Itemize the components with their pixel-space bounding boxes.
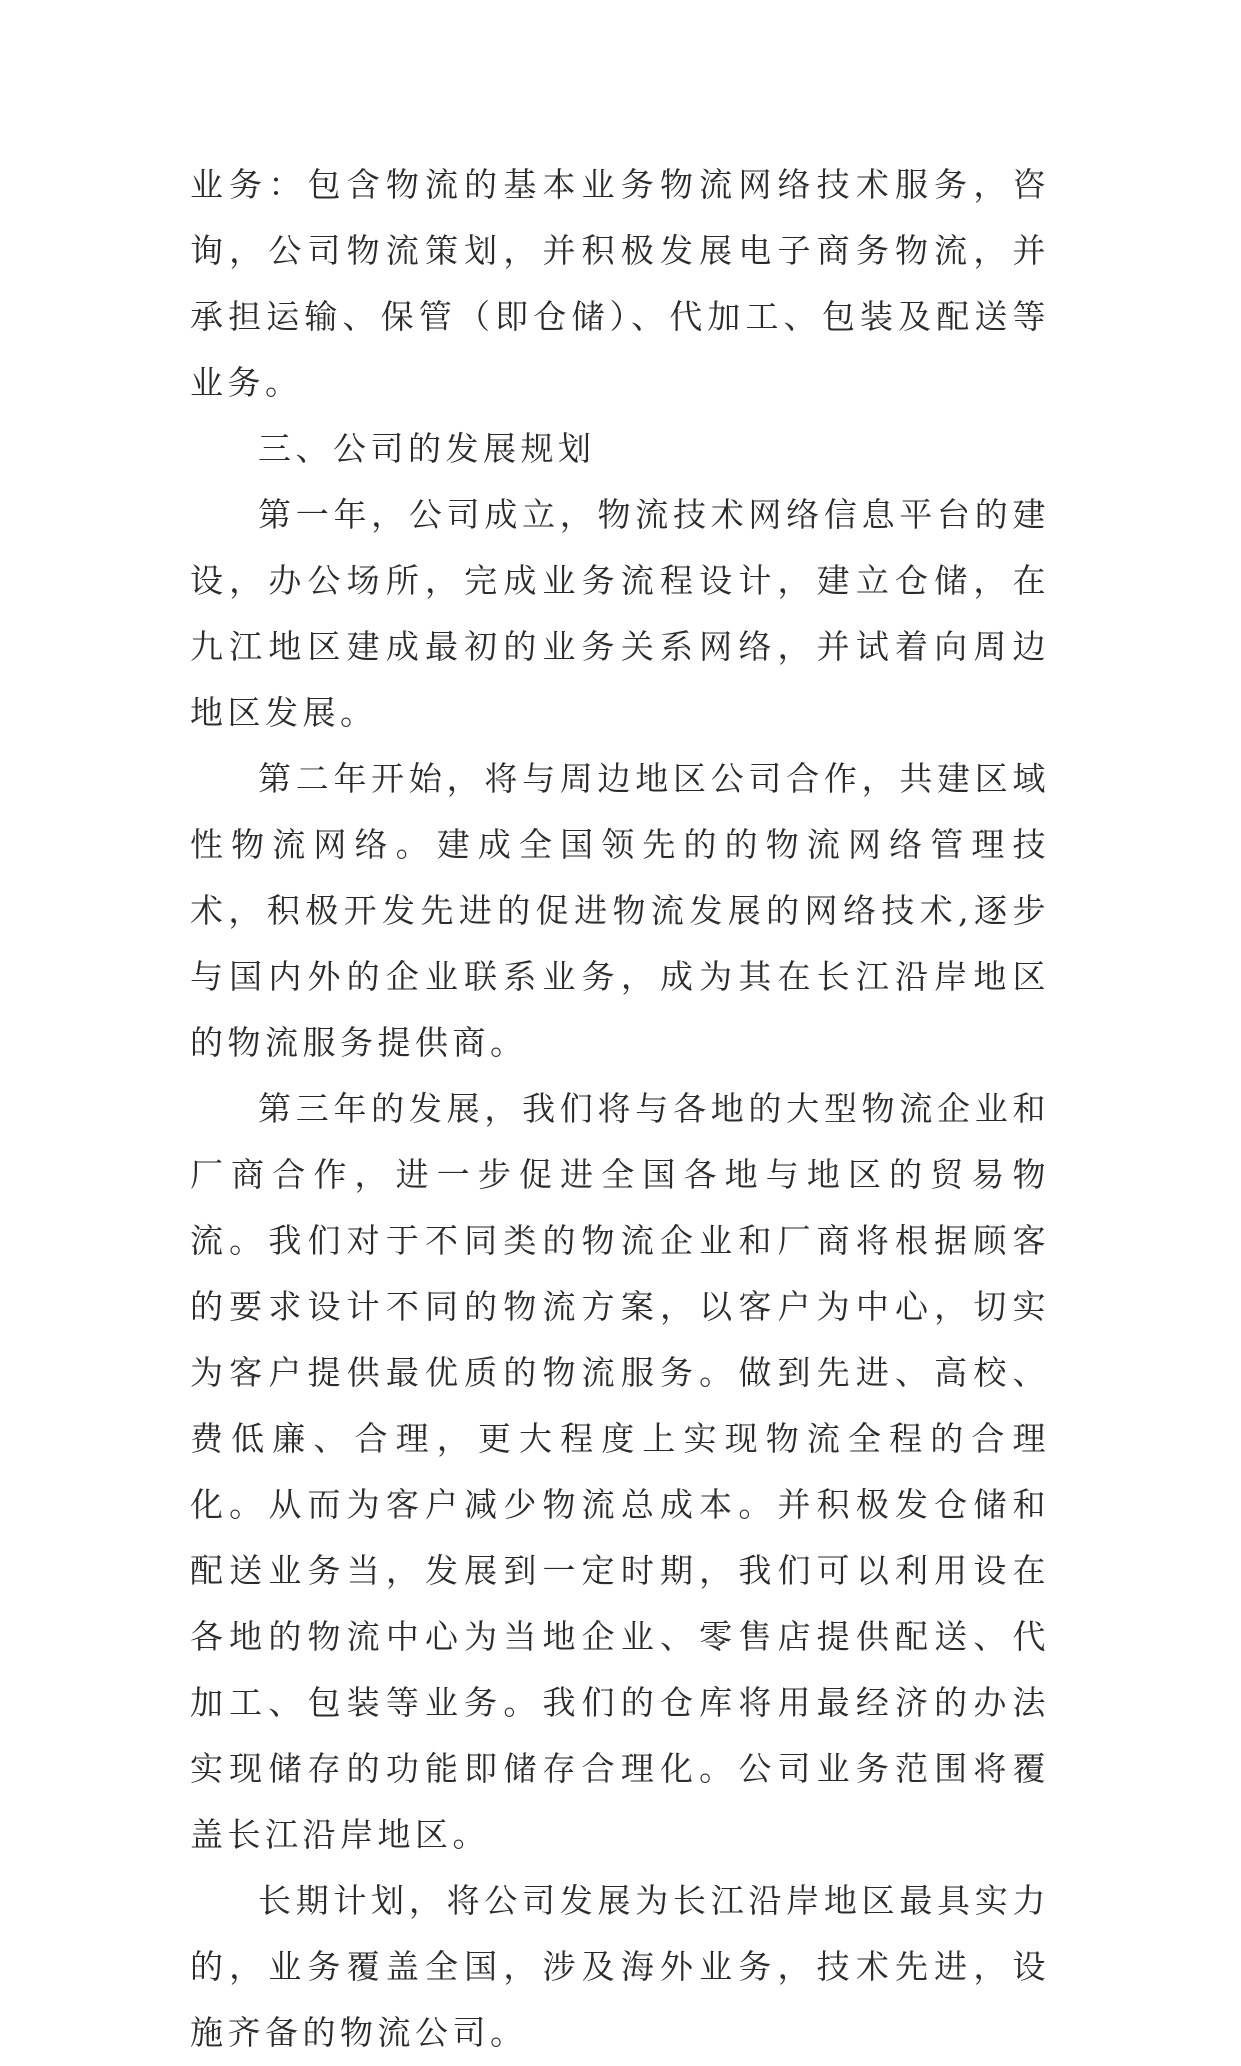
- paragraph-second-year: 第二年开始，将与周边地区公司合作，共建区域性物流网络。建成全国领先的的物流网络管理技术，积极开发先进的促进物流发展的网络技术,逐步与国内外的企业联系业务，成为其在长江沿岸地区的物流服务提供商。: [190, 759, 1050, 1062]
- document-body: [190, 152, 1050, 2066]
- paragraph-long-term-plan: 长期计划，将公司发展为长江沿岸地区最具实力的，业务覆盖全国，涉及海外业务，技术先进，设施齐备的物流公司。: [190, 1881, 1050, 2052]
- paragraph-first-year: 第一年，公司成立，物流技术网络信息平台的建设，办公场所，完成业务流程设计，建立仓储，在九江地区建成最初的业务关系网络，并试着向周边地区发展。: [190, 495, 1050, 732]
- section-heading-development-plan: 三、公司的发展规划: [258, 429, 596, 468]
- paragraph-third-year: 第三年的发展，我们将与各地的大型物流企业和厂商合作，进一步促进全国各地与地区的贸易物流。我们对于不同类的物流企业和厂商将根据顾客的要求设计不同的物流方案，以客户为中心，切实为客户提供最优质的物流服务。做到先进、高校、费低廉、合理，更大程度上实现物流全程的合理化。从而为客户减少物流总成本。并积极发仓储和配送业务当，发展到一定时期，我们可以利用设在各地的物流中心为当地企业、零售店提供配送、代加工、包装等业务。我们的仓库将用最经济的办法实现储存的功能即储存合理化。公司业务范围将覆盖长江沿岸地区。: [190, 1089, 1050, 1854]
- paragraph-business-scope: 业务：包含物流的基本业务物流网络技术服务，咨询，公司物流策划，并积极发展电子商务物流，并承担运输、保管（即仓储）、代加工、包装及配送等业务。: [190, 165, 1050, 402]
